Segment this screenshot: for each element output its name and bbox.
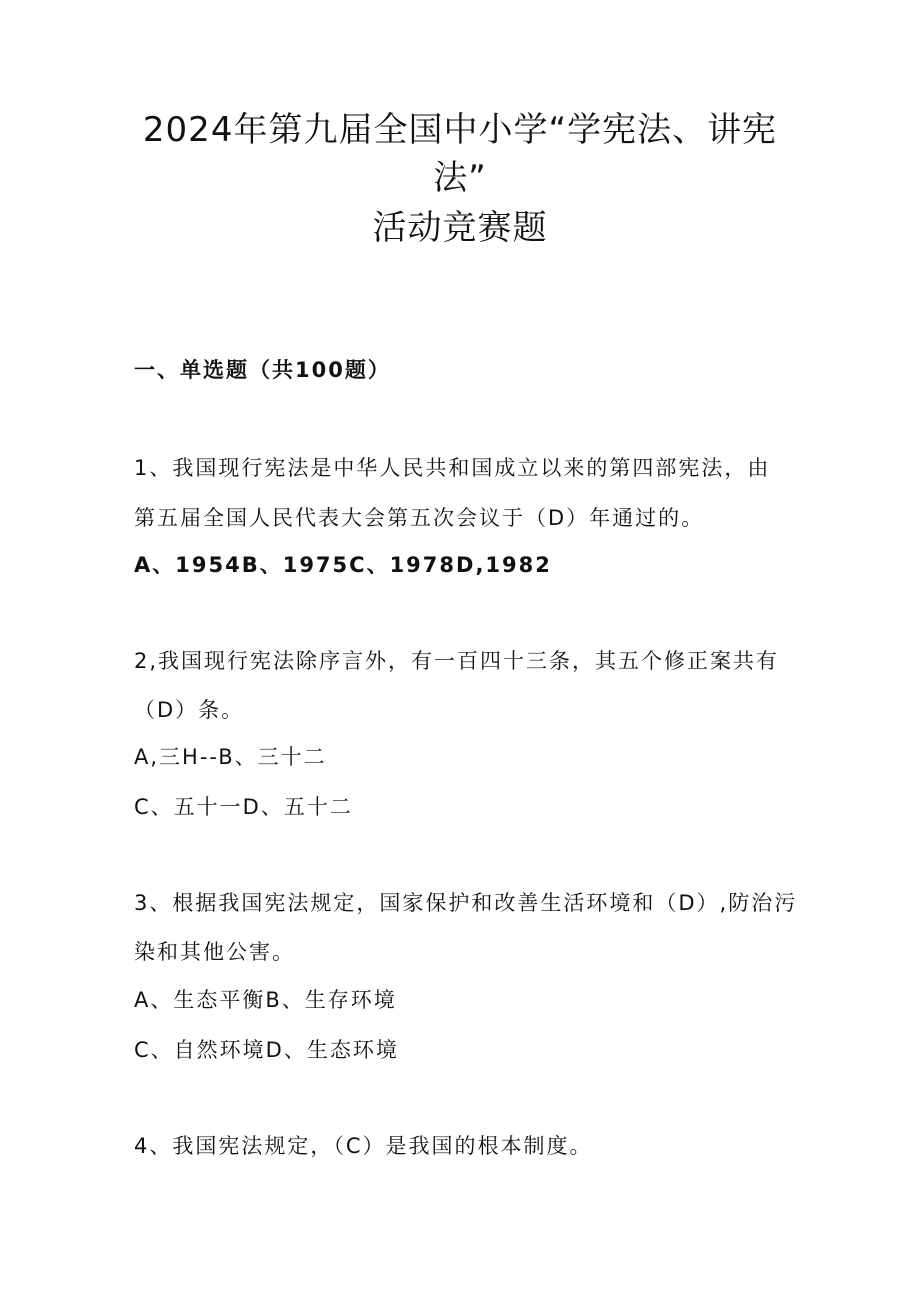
question-2-options-line-1: A,三H--B、三十二 — [134, 745, 327, 769]
question-1-options: A、1954B、1975C、1978D,1982 — [134, 553, 552, 577]
question-3-options-line-1: A、生态平衡B、生存环境 — [134, 988, 397, 1012]
question-1-text-line-1: 1、我国现行宪法是中华人民共和国成立以来的第四部宪法，由 — [134, 456, 771, 480]
question-2-options-line-2: C、五十一D、五十二 — [134, 795, 353, 819]
document-title-line-1: 2024年第九届全国中小学“学宪法、讲宪 — [142, 110, 778, 150]
question-4-text-line-1: 4、我国宪法规定，（C）是我国的根本制度。 — [134, 1134, 593, 1158]
question-2-text-line-1: 2,我国现行宪法除序言外，有一百四十三条，其五个修正案共有 — [134, 649, 780, 673]
document-title-line-3: 活动竞赛题 — [372, 208, 548, 248]
question-3-options-line-2: C、自然环境D、生态环境 — [134, 1038, 399, 1062]
question-2-text-line-2: （D）条。 — [134, 698, 245, 722]
question-3-text-line-2: 染和其他公害。 — [134, 940, 295, 964]
document-title-line-2: 法” — [433, 158, 487, 198]
section-heading: 一、单选题（共100题） — [134, 358, 391, 382]
question-3-text-line-1: 3、根据我国宪法规定，国家保护和改善生活环境和（D）,防治污 — [134, 891, 798, 915]
question-1-text-line-2: 第五届全国人民代表大会第五次会议于（D）年通过的。 — [134, 506, 705, 530]
